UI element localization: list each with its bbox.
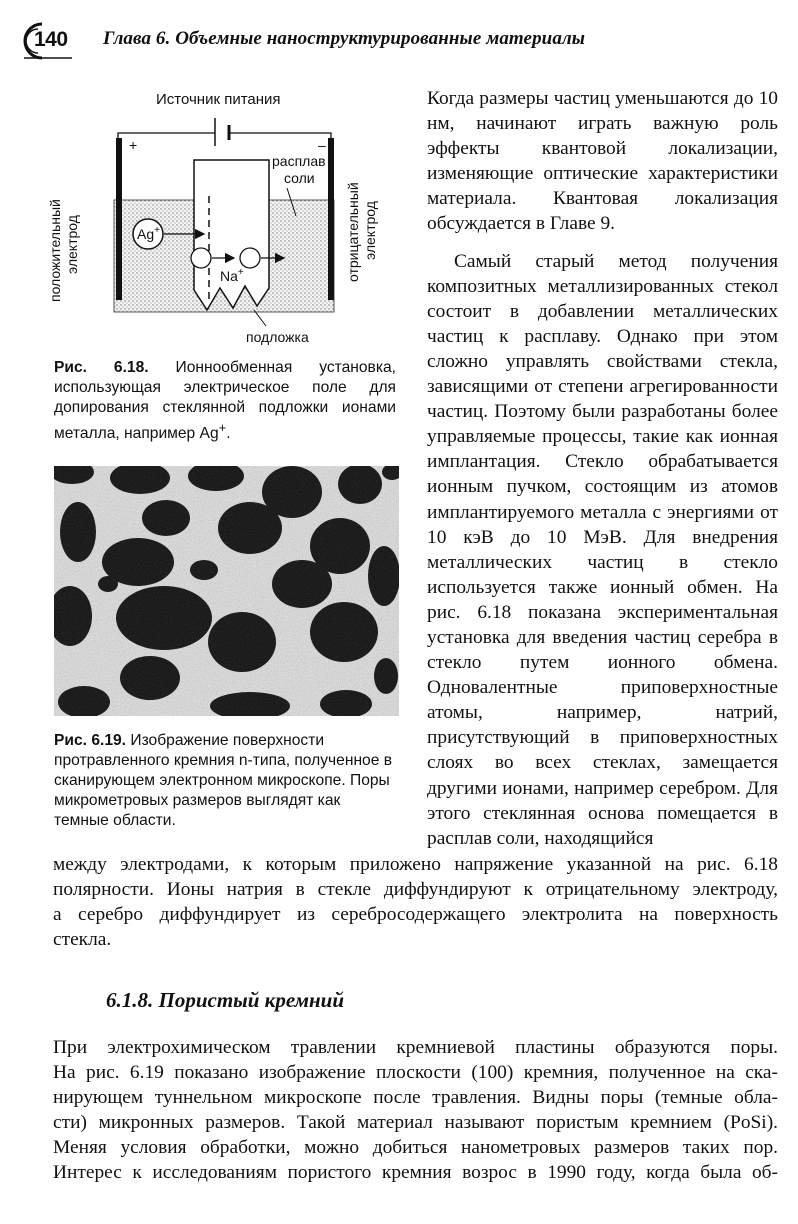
figure-6-18-caption-sup: + bbox=[218, 420, 227, 435]
sodium-ion-label: Na+ bbox=[220, 267, 244, 284]
figure-6-18-caption-label: Рис. 6.18. bbox=[54, 359, 149, 376]
continuation-paragraph bbox=[53, 852, 778, 952]
paragraph-composite-glass-methods: Самый старый метод получения композитных металлизированных стекол состоит в добавлении металлических частиц к расплаву. Однако при этом сложно управлять свойствами стекла, зависящими от степени агрегированности частиц. Поэтому были разработаны более управляемые процессы, такие как ионная имплантация. Стекло обрабатывается ионным пучком, состоящим из атомов имплантируемого металла с энергиями от 10 кэВ до 10 МэВ. Для внедрения металлических частиц в стекло используется также ионный обмен. На рис. 6.18 показана экспериментальная установка для введения частиц серебра в стекло путем ионного обмена. Одновалентные приповерхностные атомы, например, натрий, присутствующий в приповерхностных слоях во всех стеклах, замещается другими ионами, например серебром. Для этого стеклянная основа помещается в расплав соли, находящийся bbox=[427, 250, 778, 849]
sodium-ion-circle-left bbox=[191, 248, 211, 268]
sodium-ion-circle-right bbox=[240, 248, 260, 268]
figure-6-19-sem-image bbox=[54, 466, 399, 716]
porous-line-5: Меняя условия обработки, можно добиться нанометровых размеров таких пор. bbox=[53, 1137, 778, 1159]
minus-sign: – bbox=[318, 137, 326, 153]
section-heading: 6.1.8. Пористый кремний bbox=[106, 988, 345, 1012]
figure-6-18-caption-end: . bbox=[226, 425, 231, 443]
right-column-text bbox=[427, 86, 778, 851]
power-source-label: Источник питания bbox=[156, 91, 281, 108]
page-number: 140 bbox=[34, 28, 68, 51]
porous-line-3: нирующем туннельном микроскопе после травления. Видны поры (темные обла- bbox=[53, 1087, 778, 1109]
porous-line-4: сти) микронных размеров. Такой материал называют пористым кремнием (PoSi). bbox=[53, 1112, 778, 1134]
negative-electrode-label-line1: отрицательный bbox=[345, 182, 361, 282]
continuation-line-1: между электродами, к которым приложено напряжение указанной на рис. 6.18 bbox=[53, 854, 778, 875]
plus-sign: + bbox=[129, 137, 138, 153]
positive-electrode-label-line2: электрод bbox=[64, 215, 80, 274]
continuation-line-4: стекла. bbox=[53, 929, 112, 951]
porous-line-2: На рис. 6.19 показано изображение плоскости (100) кремния, полученное на ска- bbox=[53, 1062, 778, 1084]
positive-electrode-label-line1: положительный bbox=[47, 199, 63, 302]
paragraph-quantum-confinement: Когда размеры частиц уменьшаются до 10 нм, начинают играть важную роль эффекты квантовой локализации, изменяющие оптические характеристики материала. Квантовая локализация обсуждается в Главе 9. bbox=[427, 88, 778, 235]
figure-6-18-caption-text: Ионнообменная установка, использующая электрическое поле для допирования стеклянной подложки ионами металла, например Ag bbox=[54, 359, 396, 443]
substrate-label: подложка bbox=[246, 329, 309, 345]
figure-6-18-caption bbox=[54, 358, 396, 444]
porous-line-1: При электрохимическом травлении кремниевой пластины образуются поры. bbox=[53, 1037, 778, 1058]
figure-6-19-caption bbox=[54, 731, 399, 831]
figure-6-19-caption-label: Рис. 6.19. bbox=[54, 732, 127, 749]
positive-electrode bbox=[116, 138, 122, 300]
continuation-line-3: а серебро диффундирует из серебросодержащего электролита на поверхность bbox=[53, 904, 778, 926]
porous-line-6: Интерес к исследованиям пористого кремния возрос в 1990 году, когда была об- bbox=[53, 1162, 778, 1184]
porous-silicon-paragraph bbox=[53, 1035, 778, 1186]
negative-electrode bbox=[328, 138, 334, 300]
glass-substrate bbox=[194, 160, 269, 310]
melt-label-line1: расплав bbox=[272, 153, 326, 169]
figure-6-18-diagram bbox=[44, 88, 380, 350]
chapter-title: Глава 6. Объемные наноструктурированные материалы bbox=[103, 28, 586, 49]
silver-ion-label: Ag+ bbox=[137, 225, 160, 242]
figure-6-19-caption-text: Изображение поверхности протравленного кремния n-типа, полученное в сканирующем электронном микроскопе. Поры микрометровых размеров выглядят как темные области. bbox=[54, 732, 393, 829]
melt-label-line2: соли bbox=[284, 170, 315, 186]
continuation-line-2: полярности. Ионы натрия в стекле диффундируют к отрицательному электроду, bbox=[53, 879, 778, 901]
negative-electrode-label-line2: электрод bbox=[362, 201, 378, 260]
